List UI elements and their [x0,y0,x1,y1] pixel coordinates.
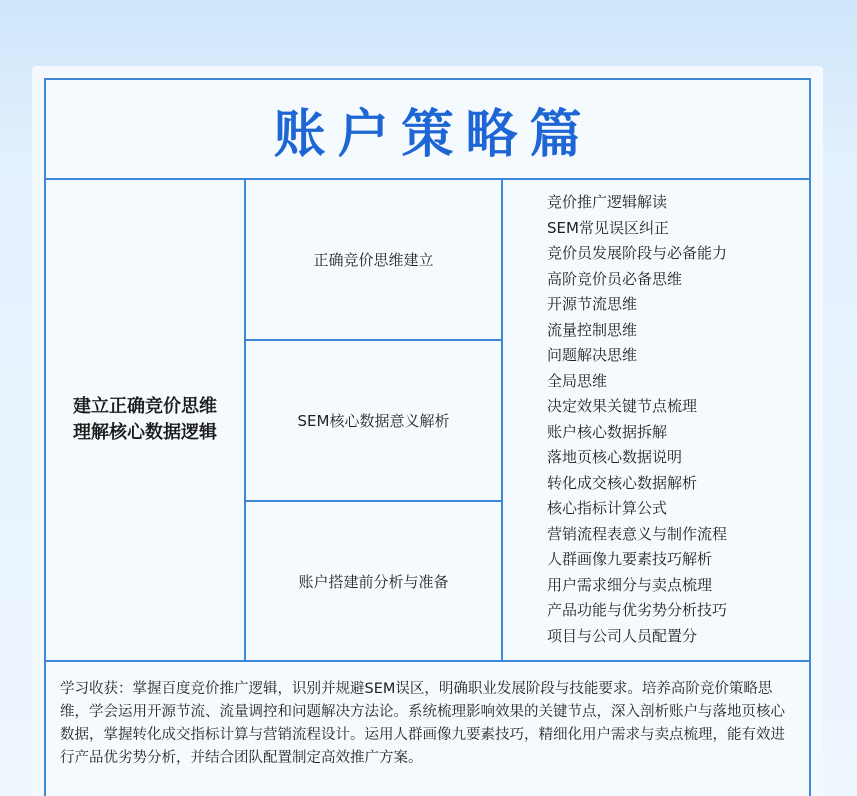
section-cell: SEM核心数据意义解析 [246,341,501,502]
topic-item: SEM常见误区纠正 [547,218,669,237]
topic-item: 问题解决思维 [547,346,638,364]
section-column [246,180,503,660]
topic-item: 开源节流思维 [547,295,638,313]
topic-item: 流量控制思维 [547,320,638,339]
content-card [32,66,823,796]
module-title-line2: 理解核心数据逻辑 [73,422,217,443]
section-cell: 账户搭建前分析与准备 [298,572,449,591]
topic-item: 转化成交核心数据解析 [547,473,698,492]
topic-item: 账户核心数据拆解 [547,422,668,441]
module-title [73,394,217,446]
learning-summary: 学习收获：掌握百度竞价推广逻辑，识别并规避SEM误区，明确职业发展阶段与技能要求。培养高阶竞价策略思维，学会运用开源节流、流量调控和问题解决方法论。系统梳理影响效果的关键节点，深入剖析账户与落地页核心数据，掌握转化成交指标计算与营销流程设计。运用人群画像九要素技巧，精细化用户需求与卖点梳理，能有效进行产品优劣势分析，并结合团队配置制定高效推广方案。 [60,681,785,766]
page-title: 账户策略篇 [273,104,594,165]
topic-list [547,190,809,649]
section-cell: 正确竞价思维建立 [246,180,501,341]
topic-item: 竞价推广逻辑解读 [547,193,668,211]
title-row [46,80,809,180]
topic-item: 高阶竞价员必备思维 [547,269,683,288]
topic-item: 项目与公司人员配置分 [547,626,698,645]
topic-item: 核心指标计算公式 [547,499,668,517]
topic-item: 人群画像九要素技巧解析 [547,550,713,568]
module-cell [46,180,246,660]
module-title-line1: 建立正确竞价思维 [73,396,217,417]
topic-item: 产品功能与优劣势分析技巧 [547,601,728,619]
topic-item: 竞价员发展阶段与必备能力 [547,244,728,262]
topic-column [503,180,809,660]
curriculum-grid [46,180,809,662]
topic-item: 决定效果关键节点梳理 [547,397,698,415]
topic-item: 全局思维 [547,371,608,390]
course-table [44,78,811,796]
topic-item: 营销流程表意义与制作流程 [547,524,728,543]
topic-item: 落地页核心数据说明 [547,448,683,466]
topic-item: 用户需求细分与卖点梳理 [547,575,713,594]
